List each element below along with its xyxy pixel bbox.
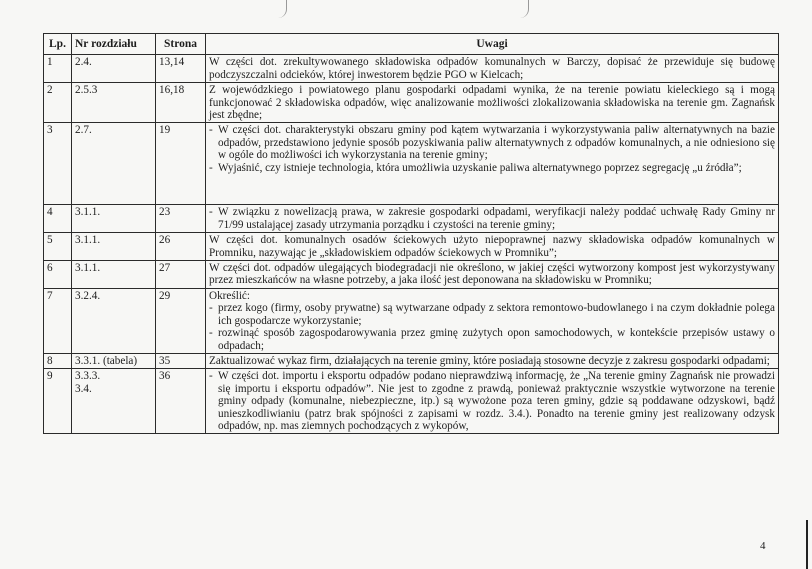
cell-strona: 27	[156, 261, 206, 289]
cell-strona: 19	[156, 123, 206, 205]
table-row	[44, 123, 779, 205]
table-row	[44, 288, 779, 353]
cell-uwagi	[206, 353, 779, 368]
remark-text: Zaktualizować wykaz firm, działających na terenie gminy, które posiadają stosowne decyzje z zakresu gospodarki odpadami;	[209, 354, 770, 367]
cell-lp: 2	[44, 83, 72, 123]
page-number: 4	[760, 540, 766, 552]
cell-uwagi	[206, 369, 779, 434]
cell-strona: 35	[156, 353, 206, 368]
cell-nr: 3.1.1.	[72, 261, 156, 289]
remark-text: W części dot. zrekultywowanego składowiska odpadów komunalnych w Barczy, dopisać że przewiduje się budowę podczyszczalni odcieków, której inwestorem będzie PGO w Kielcach;	[209, 56, 775, 81]
cell-lp: 8	[44, 353, 72, 368]
remark-list	[209, 206, 775, 231]
cell-uwagi	[206, 288, 779, 353]
remark-list	[209, 302, 775, 352]
cell-lp: 5	[44, 233, 72, 261]
cell-nr: 3.3.3. 3.4.	[72, 369, 156, 434]
cell-nr: 2.5.3	[72, 83, 156, 123]
table-row	[44, 233, 779, 261]
cell-nr: 3.1.1.	[72, 205, 156, 233]
header-nr-rozdzialu: Nr rozdziału	[72, 34, 156, 55]
cell-strona: 26	[156, 233, 206, 261]
remark-text: W części dot. odpadów ulegających biodegradacji nie określono, w jakiej części wytworzony kompost jest wykorzystywany przez mieszkańców na własne potrzeby, a jaka ilość jest deponowana na składowisku w Promniku;	[209, 262, 775, 287]
cell-uwagi	[206, 233, 779, 261]
cell-lp: 7	[44, 288, 72, 353]
cell-lp: 6	[44, 261, 72, 289]
header-strona: Strona	[156, 34, 206, 55]
remark-bullet: - W części dot. importu i eksportu odpadów podano nieprawdziwą informację, że „Na terenie gminy Zagnańsk nie prowadzi się importu i eksportu odpadów”. Nie jest to zgodne z prawdą, ponieważ praktycznie wszystkie wytworzone na terenie gminy odpady (komunalne, niebezpieczne, itp.) są wywożone poza teren gminy, gdzie są poddawane odzyskowi, bądź unieszkodliwianiu (patrz brak spójności z zapisami w rozdz. 3.4.). Ponadto na terenie gminy jest realizowany odzysk odpadów, np. mas ziemnych pochodzących z wykopów,	[209, 370, 775, 432]
cell-strona: 23	[156, 205, 206, 233]
remark-bullet: - W części dot. charakterystyki obszaru gminy pod kątem wytwarzania i wykorzystywania paliw alternatywnych na bazie odpadów, przedstawiono jedynie sposób pozyskiwania paliw alternatywnych z odpadów komunalnych, a nie odniesiono się w ogóle do możliwości ich wykorzystania na terenie gminy;	[209, 124, 775, 161]
cell-strona: 29	[156, 288, 206, 353]
cell-nr: 3.3.1. (tabela)	[72, 353, 156, 368]
cell-strona: 13,14	[156, 55, 206, 83]
cell-nr: 3.1.1.	[72, 233, 156, 261]
table-row	[44, 369, 779, 434]
remark-list	[209, 370, 775, 432]
cell-nr: 2.7.	[72, 123, 156, 205]
remark-bullet: - przez kogo (firmy, osoby prywatne) są wytwarzane odpady z sektora remontowo-budowlanego i na czym dokładnie polega ich gospodarcze wykorzystanie;	[209, 302, 775, 327]
cell-uwagi	[206, 83, 779, 123]
scan-edge-line	[806, 520, 808, 569]
table-row	[44, 353, 779, 368]
remark-bullet: - rozwinąć sposób zagospodarowywania przez gminę zużytych opon samochodowych, w kontekście przepisów ustawy o odpadach;	[209, 327, 775, 352]
remark-list	[209, 124, 775, 174]
punch-hole-mark	[510, 0, 529, 18]
remark-text: W części dot. komunalnych osadów ściekowych użyto niepoprawnej nazwy składowiska odpadów komunalnych w Promniku, nazywając je „składowiskiem odpadów ściekowych w Promniku”;	[209, 234, 775, 259]
cell-lp: 1	[44, 55, 72, 83]
cell-nr: 3.2.4.	[72, 288, 156, 353]
cell-nr: 2.4.	[72, 55, 156, 83]
cell-uwagi	[206, 261, 779, 289]
table-row	[44, 205, 779, 233]
table-row	[44, 55, 779, 83]
header-uwagi: Uwagi	[206, 34, 779, 55]
cell-uwagi	[206, 55, 779, 83]
table-row	[44, 261, 779, 289]
punch-hole-mark	[268, 0, 287, 18]
header-lp: Lp.	[44, 34, 72, 55]
cell-uwagi	[206, 205, 779, 233]
remark-text: Z wojewódzkiego i powiatowego planu gospodarki odpadami wynika, że na terenie powiatu kieleckiego są i mogą funkcjonować 2 składowiska odpadów, więc analizowanie możliwości zlokalizowania składowiska na terenie gm. Zagnańsk jest zbędne;	[209, 84, 775, 122]
table-row	[44, 83, 779, 123]
cell-strona: 16,18	[156, 83, 206, 123]
remark-text: Określić:	[209, 289, 251, 302]
table-header-row	[44, 34, 779, 55]
cell-uwagi	[206, 123, 779, 205]
remark-bullet: - Wyjaśnić, czy istnieje technologia, która umożliwia uzyskanie paliwa alternatywnego poprzez segregację „u źródła”;	[209, 162, 775, 174]
cell-lp: 9	[44, 369, 72, 434]
remark-bullet: - W związku z nowelizacją prawa, w zakresie gospodarki odpadami, weryfikacji należy poddać uchwałę Rady Gminy nr 71/99 ustalającej zasady utrzymania porządku i czystości na terenie gminy;	[209, 206, 775, 231]
cell-lp: 3	[44, 123, 72, 205]
cell-strona: 36	[156, 369, 206, 434]
comments-table	[43, 33, 779, 434]
cell-lp: 4	[44, 205, 72, 233]
